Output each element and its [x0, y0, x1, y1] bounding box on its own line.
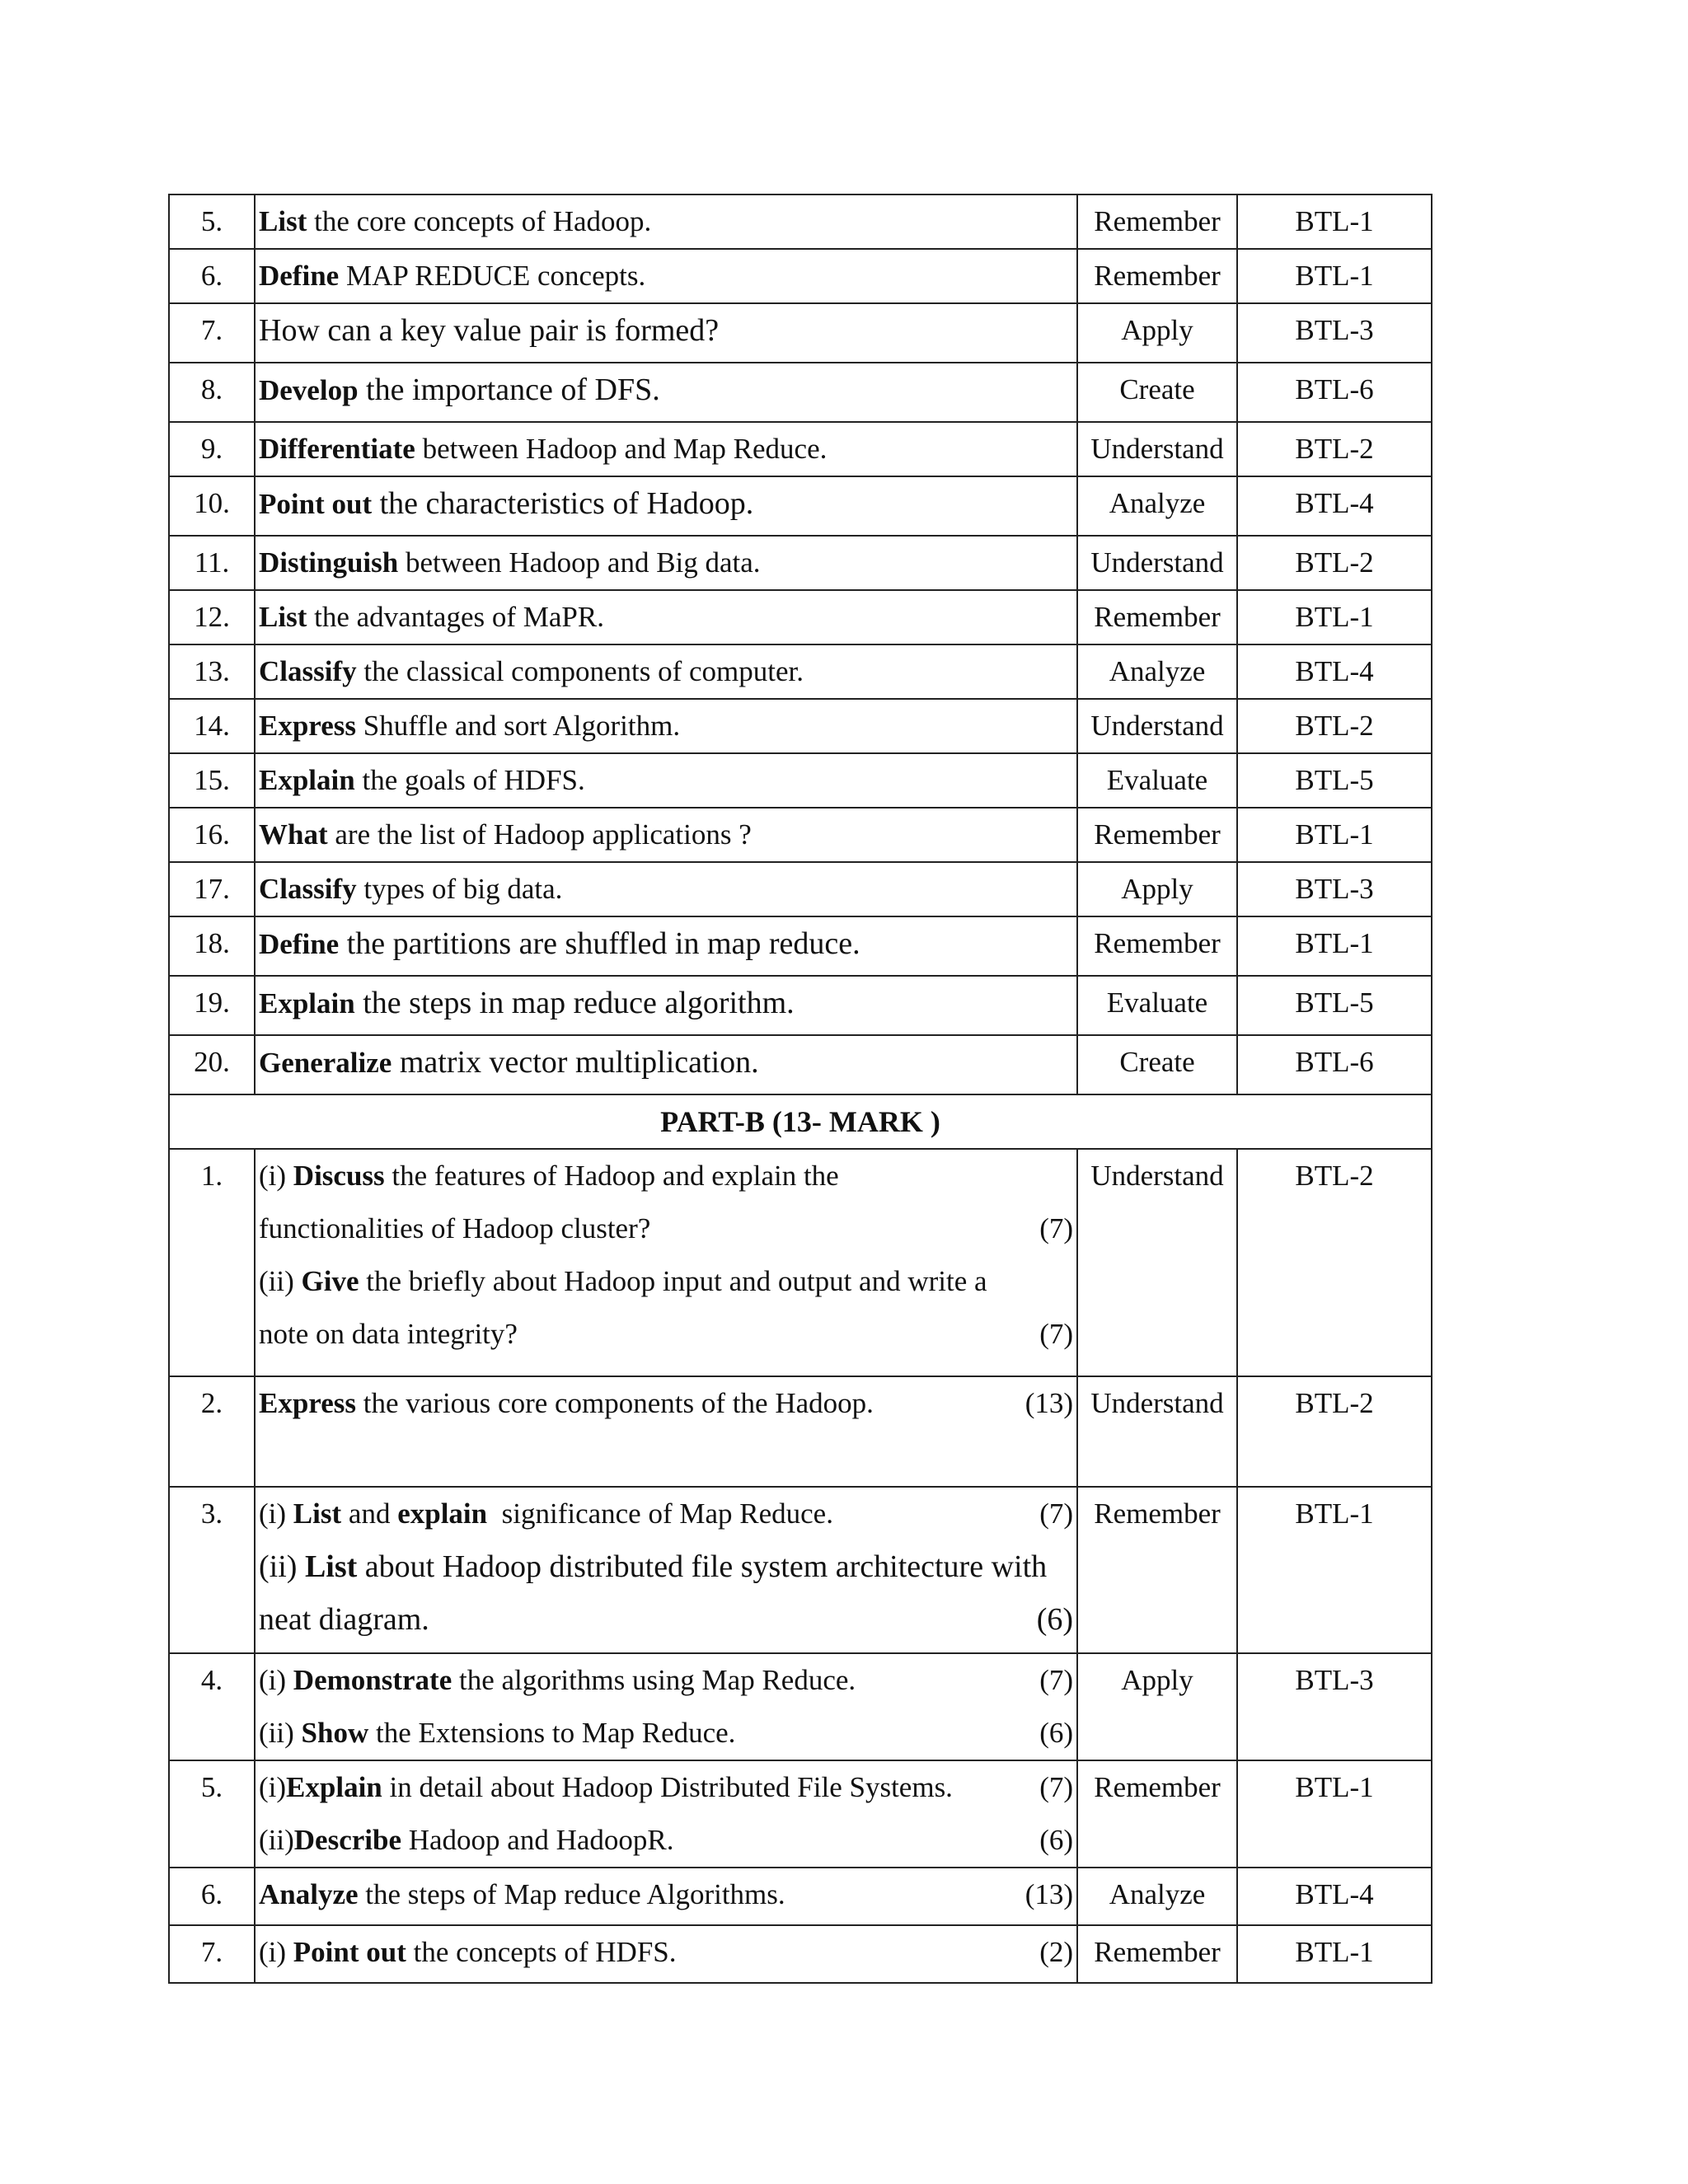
- question-text: [255, 1653, 1077, 1760]
- mark-value: (6): [1039, 1824, 1073, 1856]
- part-prefix: (ii): [259, 1824, 294, 1856]
- blooms-level: Analyze: [1077, 1868, 1237, 1925]
- part-prefix: (i): [259, 1160, 293, 1192]
- question-fragment: How can a key value pair is formed?: [259, 313, 720, 348]
- table-row: [169, 1376, 1432, 1487]
- question-number: 3.: [169, 1487, 255, 1653]
- btl-code: BTL-2: [1237, 536, 1432, 590]
- question-line: [259, 1868, 1073, 1921]
- action-verb: Discuss: [293, 1160, 385, 1192]
- btl-code: BTL-1: [1237, 249, 1432, 303]
- question-number: 5.: [169, 1760, 255, 1868]
- question-text: [255, 699, 1077, 753]
- btl-code: BTL-6: [1237, 363, 1432, 422]
- blooms-level: Apply: [1077, 862, 1237, 916]
- question-text: [255, 249, 1077, 303]
- action-verb: What: [259, 818, 328, 851]
- mark-value: (7): [1039, 1318, 1073, 1350]
- table-row: [169, 699, 1432, 753]
- question-number: 17.: [169, 862, 255, 916]
- action-verb: Give: [301, 1265, 359, 1297]
- btl-code: BTL-2: [1237, 699, 1432, 753]
- part-prefix: (ii): [259, 1265, 302, 1297]
- mark-value: (7): [1039, 1664, 1073, 1696]
- question-number: 12.: [169, 590, 255, 644]
- question-text: [255, 808, 1077, 862]
- question-text: [255, 1487, 1077, 1653]
- question-text: [255, 363, 1077, 422]
- action-verb: Classify: [259, 873, 357, 905]
- table-row: [169, 194, 1432, 249]
- action-verb: Distinguish: [259, 546, 399, 579]
- action-verb: Explain: [259, 987, 355, 1019]
- action-verb: Explain: [259, 764, 355, 796]
- action-verb: explain: [397, 1497, 488, 1530]
- question-fragment: the concepts of HDFS.: [406, 1936, 677, 1968]
- question-number: 20.: [169, 1035, 255, 1094]
- btl-code: BTL-2: [1237, 1149, 1432, 1376]
- question-fragment: are the list of Hadoop applications ?: [327, 818, 752, 851]
- table-row: [169, 590, 1432, 644]
- table-row: [169, 808, 1432, 862]
- blooms-level: Remember: [1077, 808, 1237, 862]
- question-fragment: in detail about Hadoop Distributed File Systems.: [382, 1771, 953, 1803]
- blooms-level: Analyze: [1077, 644, 1237, 699]
- question-text: [255, 753, 1077, 808]
- question-number: 10.: [169, 476, 255, 536]
- action-verb: Develop: [259, 374, 359, 406]
- question-text: [255, 862, 1077, 916]
- question-fragment: the features of Hadoop and explain the: [384, 1160, 839, 1192]
- question-line: [259, 1377, 1073, 1430]
- question-line: [259, 1488, 1073, 1540]
- mark-value: (13): [1025, 1387, 1073, 1419]
- question-bank-page: [168, 194, 1431, 1984]
- blooms-level: Create: [1077, 363, 1237, 422]
- question-number: 19.: [169, 976, 255, 1035]
- question-fragment: about Hadoop distributed file system architecture with: [357, 1549, 1048, 1584]
- part-b-heading: PART-B (13- MARK ): [169, 1094, 1432, 1149]
- btl-code: BTL-3: [1237, 1653, 1432, 1760]
- action-verb: Express: [259, 710, 356, 742]
- part-prefix: (ii): [259, 1549, 305, 1584]
- question-line: [259, 1593, 1073, 1646]
- question-table: [168, 194, 1432, 1984]
- question-fragment: Shuffle and sort Algorithm.: [356, 710, 681, 742]
- question-line: [259, 1540, 1073, 1593]
- blooms-level: Understand: [1077, 422, 1237, 476]
- action-verb: Show: [301, 1717, 369, 1749]
- question-text: [255, 1149, 1077, 1376]
- question-fragment: and: [341, 1497, 398, 1530]
- question-number: 6.: [169, 1868, 255, 1925]
- question-fragment: neat diagram.: [259, 1602, 429, 1637]
- blooms-level: Understand: [1077, 1376, 1237, 1487]
- btl-code: BTL-5: [1237, 753, 1432, 808]
- table-row: [169, 644, 1432, 699]
- part-prefix: (i): [259, 1664, 293, 1696]
- question-line: [259, 1707, 1073, 1760]
- btl-code: BTL-1: [1237, 194, 1432, 249]
- question-fragment: the steps in map reduce algorithm.: [354, 986, 795, 1020]
- table-row: [169, 976, 1432, 1035]
- question-line: [259, 1761, 1073, 1814]
- table-row: [169, 1035, 1432, 1094]
- question-number: 5.: [169, 194, 255, 249]
- part-b-rows: [169, 1094, 1432, 1983]
- blooms-level: Understand: [1077, 536, 1237, 590]
- action-verb: Point out: [293, 1936, 406, 1968]
- action-verb: Demonstrate: [293, 1664, 452, 1696]
- question-text: [255, 194, 1077, 249]
- blooms-level: Apply: [1077, 1653, 1237, 1760]
- question-line: [259, 1308, 1073, 1361]
- question-text: [255, 1035, 1077, 1094]
- table-row: [169, 536, 1432, 590]
- table-row: [169, 1149, 1432, 1376]
- table-row: [169, 1925, 1432, 1983]
- blooms-level: Remember: [1077, 194, 1237, 249]
- question-fragment: between Hadoop and Big data.: [398, 546, 761, 579]
- btl-code: BTL-1: [1237, 1760, 1432, 1868]
- action-verb: Differentiate: [259, 433, 415, 465]
- table-row: [169, 916, 1432, 976]
- question-number: 8.: [169, 363, 255, 422]
- btl-code: BTL-1: [1237, 1487, 1432, 1653]
- part-prefix: (i): [259, 1497, 293, 1530]
- action-verb: Classify: [259, 655, 357, 687]
- question-fragment: the algorithms using Map Reduce.: [452, 1664, 856, 1696]
- question-fragment: between Hadoop and Map Reduce.: [415, 433, 828, 465]
- question-line: [259, 1150, 1073, 1202]
- table-row: [169, 1868, 1432, 1925]
- question-number: 1.: [169, 1149, 255, 1376]
- question-number: 15.: [169, 753, 255, 808]
- question-fragment: matrix vector multiplication.: [392, 1045, 759, 1080]
- question-text: [255, 644, 1077, 699]
- question-number: 7.: [169, 303, 255, 363]
- question-fragment: the goals of HDFS.: [354, 764, 585, 796]
- question-number: 6.: [169, 249, 255, 303]
- blooms-level: Remember: [1077, 1487, 1237, 1653]
- mark-value: (7): [1039, 1212, 1073, 1244]
- table-row: [169, 1653, 1432, 1760]
- blooms-level: Apply: [1077, 303, 1237, 363]
- blooms-level: Remember: [1077, 590, 1237, 644]
- question-fragment: the core concepts of Hadoop.: [307, 205, 652, 237]
- table-row: [169, 862, 1432, 916]
- question-number: 16.: [169, 808, 255, 862]
- blooms-level: Remember: [1077, 249, 1237, 303]
- action-verb: Analyze: [259, 1878, 359, 1910]
- question-number: 4.: [169, 1653, 255, 1760]
- question-fragment: the Extensions to Map Reduce.: [368, 1717, 736, 1749]
- blooms-level: Understand: [1077, 1149, 1237, 1376]
- action-verb: Define: [259, 928, 340, 960]
- question-text: [255, 476, 1077, 536]
- question-fragment: the briefly about Hadoop input and output and write a: [359, 1265, 987, 1297]
- question-fragment: MAP REDUCE concepts.: [339, 260, 646, 292]
- action-verb: Explain: [286, 1771, 382, 1803]
- btl-code: BTL-1: [1237, 1925, 1432, 1983]
- question-fragment: the various core components of the Hadoop.: [356, 1387, 874, 1419]
- table-row: [169, 1487, 1432, 1653]
- question-fragment: the partitions are shuffled in map reduce.: [339, 926, 860, 961]
- mark-value: (2): [1039, 1936, 1073, 1968]
- btl-code: BTL-2: [1237, 1376, 1432, 1487]
- table-row: [169, 422, 1432, 476]
- question-text: [255, 1376, 1077, 1487]
- question-fragment: the characteristics of Hadoop.: [372, 486, 754, 521]
- question-line: [259, 1255, 1073, 1308]
- question-text: [255, 422, 1077, 476]
- question-text: [255, 303, 1077, 363]
- question-text: [255, 590, 1077, 644]
- action-verb: List: [259, 205, 307, 237]
- question-fragment: functionalities of Hadoop cluster?: [259, 1212, 651, 1244]
- btl-code: BTL-1: [1237, 590, 1432, 644]
- blooms-level: Evaluate: [1077, 976, 1237, 1035]
- question-line: [259, 1814, 1073, 1867]
- part-a-rows: [169, 194, 1432, 1094]
- question-text: [255, 976, 1077, 1035]
- blooms-level: Analyze: [1077, 476, 1237, 536]
- table-row: [169, 249, 1432, 303]
- btl-code: BTL-3: [1237, 862, 1432, 916]
- question-line: [259, 1202, 1073, 1255]
- question-fragment: the steps of Map reduce Algorithms.: [358, 1878, 785, 1910]
- btl-code: BTL-4: [1237, 1868, 1432, 1925]
- question-line: [259, 1654, 1073, 1707]
- question-number: 2.: [169, 1376, 255, 1487]
- part-prefix: (i): [259, 1936, 293, 1968]
- question-text: [255, 916, 1077, 976]
- mark-value: (7): [1039, 1497, 1073, 1530]
- btl-code: BTL-5: [1237, 976, 1432, 1035]
- question-text: [255, 1868, 1077, 1925]
- table-row: [169, 303, 1432, 363]
- question-number: 14.: [169, 699, 255, 753]
- question-fragment: Hadoop and HadoopR.: [401, 1824, 674, 1856]
- btl-code: BTL-3: [1237, 303, 1432, 363]
- btl-code: BTL-1: [1237, 916, 1432, 976]
- action-verb: Point out: [259, 488, 373, 520]
- mark-value: (13): [1025, 1878, 1073, 1910]
- question-number: 9.: [169, 422, 255, 476]
- part-b-heading-row: [169, 1094, 1432, 1149]
- question-fragment: the importance of DFS.: [358, 373, 660, 407]
- mark-value: (6): [1039, 1717, 1073, 1749]
- action-verb: Describe: [293, 1824, 401, 1856]
- action-verb: List: [259, 601, 307, 633]
- table-row: [169, 476, 1432, 536]
- blooms-level: Create: [1077, 1035, 1237, 1094]
- btl-code: BTL-6: [1237, 1035, 1432, 1094]
- question-number: 7.: [169, 1925, 255, 1983]
- blooms-level: Remember: [1077, 1925, 1237, 1983]
- question-text: [255, 536, 1077, 590]
- question-number: 13.: [169, 644, 255, 699]
- question-fragment: the classical components of computer.: [356, 655, 804, 687]
- part-prefix: (ii): [259, 1717, 302, 1749]
- action-verb: List: [293, 1497, 342, 1530]
- table-row: [169, 363, 1432, 422]
- action-verb: List: [304, 1549, 358, 1584]
- btl-code: BTL-2: [1237, 422, 1432, 476]
- blooms-level: Evaluate: [1077, 753, 1237, 808]
- part-prefix: (i): [259, 1771, 287, 1803]
- blooms-level: Remember: [1077, 916, 1237, 976]
- question-number: 11.: [169, 536, 255, 590]
- mark-value: (6): [1036, 1602, 1073, 1637]
- blooms-level: Understand: [1077, 699, 1237, 753]
- table-row: [169, 753, 1432, 808]
- question-line: [259, 1926, 1073, 1979]
- btl-code: BTL-1: [1237, 808, 1432, 862]
- question-fragment: the advantages of MaPR.: [307, 601, 604, 633]
- action-verb: Express: [259, 1387, 356, 1419]
- question-number: 18.: [169, 916, 255, 976]
- action-verb: Generalize: [259, 1047, 392, 1079]
- btl-code: BTL-4: [1237, 476, 1432, 536]
- question-text: [255, 1760, 1077, 1868]
- btl-code: BTL-4: [1237, 644, 1432, 699]
- table-row: [169, 1760, 1432, 1868]
- question-text: [255, 1925, 1077, 1983]
- action-verb: Define: [259, 260, 340, 292]
- question-fragment: types of big data.: [356, 873, 563, 905]
- question-fragment: note on data integrity?: [259, 1318, 518, 1350]
- blooms-level: Remember: [1077, 1760, 1237, 1868]
- question-fragment: significance of Map Reduce.: [487, 1497, 833, 1530]
- mark-value: (7): [1039, 1771, 1073, 1803]
